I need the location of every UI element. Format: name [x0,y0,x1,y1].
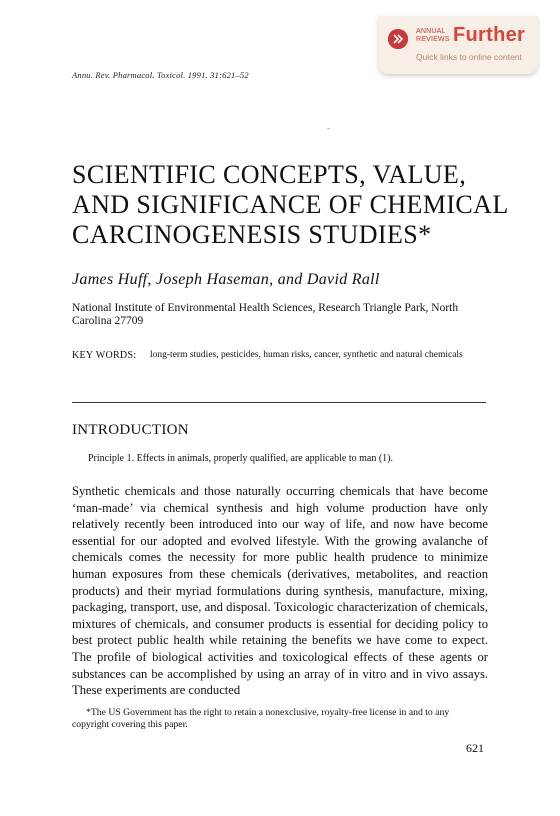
badge-brand-line1: ANNUAL [416,28,446,35]
annual-reviews-logo-icon [388,29,408,49]
badge-brand-line2: REVIEWS [416,36,450,43]
section-heading: INTRODUCTION [72,422,189,438]
authors: James Huff, Joseph Haseman, and David Rall [72,271,380,288]
badge-subtitle[interactable]: Quick links to online content [416,52,522,62]
keywords-text: long-term studies, pesticides, human risks, cancer, synthetic and natural chemicals [150,350,463,360]
keywords-label: KEY WORDS: [72,350,137,361]
further-badge[interactable] [378,16,538,74]
decorative-dot [327,128,330,129]
section-divider [72,402,486,403]
badge-title[interactable]: Further [453,24,526,46]
paper-title: SCIENTIFIC CONCEPTS, VALUE, AND SIGNIFICANCE OF CHEMICAL CARCINOGENESIS STUDIES* [72,160,508,249]
principle-epigraph: Principle 1. Effects in animals, properly qualified, are applicable to man (1). [88,453,393,464]
body-paragraph: Synthetic chemicals and those naturally occurring chemicals that have become ‘man-made’ via chemical synthesis and high volume production have only relatively recently been introduced into our way of life, and now have become essential for our adopted and evolved lifestyle. With the growing avalanche of chemicals comes the necessity for more public health prudence to minimize human exposures from these chemicals (derivatives, metabolites, and reaction products) and their myriad formulations during synthesis, manufacture, mixing, packaging, transport, use, and disposal. Toxicologic characterization of chemicals, mixtures of chemicals, and consumer products is essential for deciding policy to best protect public health while retaining the benefits we have come to expect. The profile of biological activities and toxicological effects of these agents or substances can be accomplished by using an array of in vitro and in vivo assays. These experiments are conducted [72,484,488,698]
badge-brand [416,28,450,44]
affiliation: National Institute of Environmental Health Sciences, Research Triangle Park, North Carolina 27709 [72,302,459,327]
footnote: *The US Government has the right to retain a nonexclusive, royalty-free license in and to any copyright covering this paper. [72,707,450,730]
journal-citation: Annu. Rev. Pharmacol. Toxicol. 1991. 31:621–52 [72,70,249,80]
page-number: 621 [466,741,484,755]
